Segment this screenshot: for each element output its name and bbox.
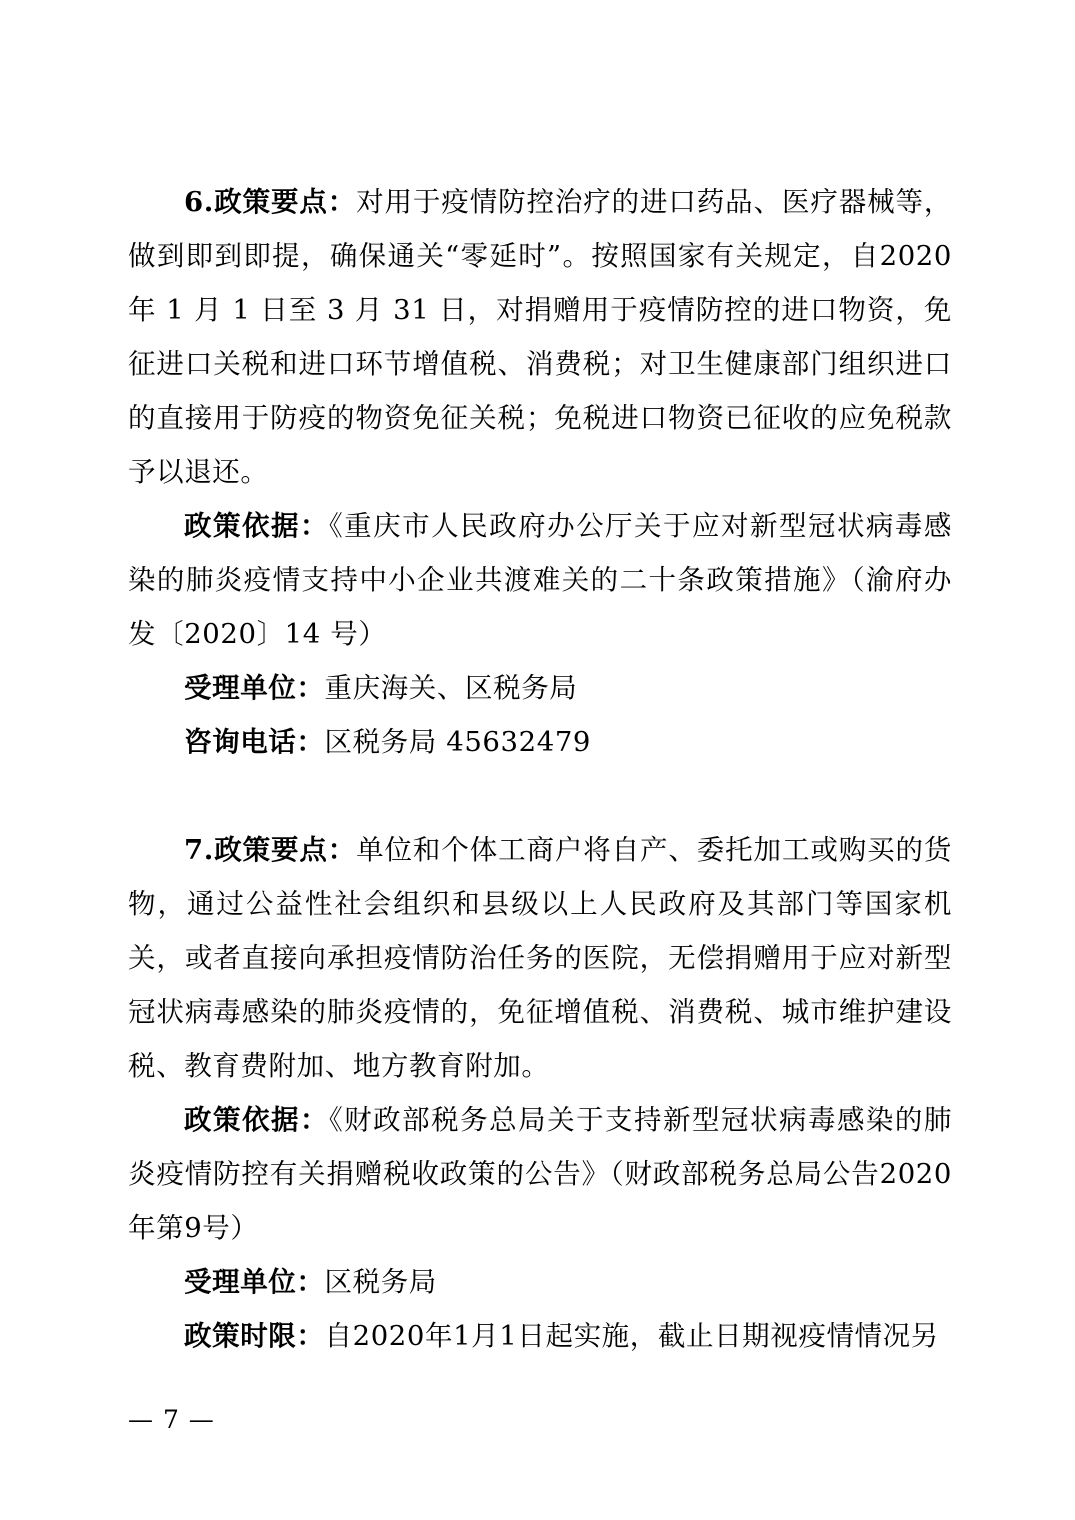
policy-item-6-basis-text: 《重庆市人民政府办公厅关于应对新型冠状病毒感染的肺炎疫情支持中小企业共渡难关的二十条政策措施》（渝府办发〔2020〕14 号）: [128, 510, 953, 650]
policy-item-6-text: 对用于疫情防控治疗的进口药品、医疗器械等，做到即到即提，确保通关“零延时”。按照国家有关规定，自2020 年 1 月 1 日至 3 月 31 日，对捐赠用于疫情防控的进口物资，免征进口关税和进口环节增值税、消费税；对卫生健康部门组织进口的直接用于防疫的物资免征关税；免税进口物资已征收的应免税款予以退还。: [128, 186, 952, 488]
policy-item-6-unit-paragraph: [128, 661, 952, 715]
policy-item-7-paragraph: [128, 823, 952, 1093]
policy-item-6-unit-label: 受理单位：: [184, 672, 325, 704]
paragraph-spacer: [128, 769, 952, 823]
policy-item-6-unit-text: 重庆海关、区税务局: [324, 672, 578, 704]
document-body: [128, 175, 952, 1363]
policy-item-7-period-paragraph: [128, 1309, 952, 1363]
policy-item-7-label: 7.政策要点：: [184, 834, 357, 866]
policy-item-7-basis-label: 政策依据：: [184, 1104, 329, 1136]
policy-item-7-unit-label: 受理单位：: [184, 1266, 325, 1298]
policy-item-7-unit-text: 区税务局: [324, 1266, 437, 1298]
policy-item-6-label: 6.政策要点：: [184, 186, 357, 218]
policy-item-7-text: 单位和个体工商户将自产、委托加工或购买的货物，通过公益性社会组织和县级以上人民政府及其部门等国家机关，或者直接向承担疫情防治任务的医院，无偿捐赠用于应对新型冠状病毒感染的肺炎疫情的，免征增值税、消费税、城市维护建设税、教育费附加、地方教育附加。: [128, 834, 952, 1082]
page-number: — 7 —: [128, 1405, 215, 1434]
policy-item-6-basis-label: 政策依据：: [184, 510, 329, 542]
policy-item-7-basis-text: 《财政部税务总局关于支持新型冠状病毒感染的肺炎疫情防控有关捐赠税收政策的公告》（财政部税务总局公告2020年第9号）: [128, 1104, 953, 1244]
policy-item-6-phone-paragraph: [128, 715, 952, 769]
policy-item-7-period-text: 自2020年1月1日起实施，截止日期视疫情情况另: [324, 1320, 939, 1352]
policy-item-6-phone-label: 咨询电话：: [184, 726, 325, 758]
policy-item-6-paragraph: [128, 175, 952, 499]
policy-item-7-basis-paragraph: [128, 1093, 952, 1255]
policy-item-6-phone-text: 区税务局 45632479: [324, 726, 592, 758]
policy-item-7-unit-paragraph: [128, 1255, 952, 1309]
policy-item-7-period-label: 政策时限：: [184, 1320, 325, 1352]
policy-item-6-basis-paragraph: [128, 499, 952, 661]
